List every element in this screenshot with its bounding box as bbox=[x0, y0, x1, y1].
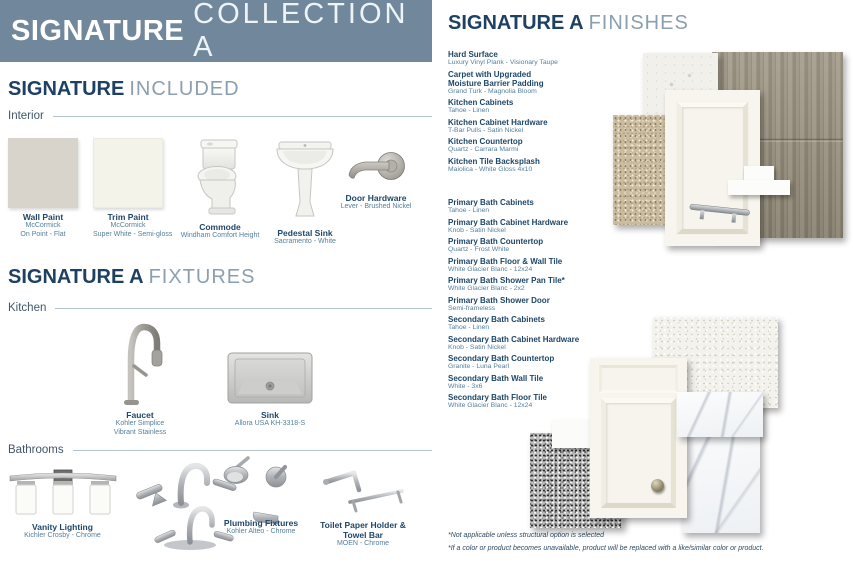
door-lever-image bbox=[338, 146, 414, 189]
finish-item-primary-shower-pan-tile: Primary Bath Shower Pan Tile* White Glacier Blanc - 2x2 bbox=[448, 276, 565, 292]
item-brand: McCormick bbox=[110, 222, 146, 230]
item-name: Trim Paint bbox=[107, 212, 149, 222]
finish-item-kitchen-countertop: Kitchen Countertop Quartz - Carrara Marmi bbox=[448, 137, 523, 153]
finish-item-kitchen-cabinet-hardware: Kitchen Cabinet Hardware T-Bar Pulls - Satin Nickel bbox=[448, 117, 548, 134]
bathrooms-section-label: Bathrooms bbox=[8, 444, 64, 456]
finish-item-hard-surface: Hard Surface Luxury Vinyl Plank - Visionary Taupe bbox=[448, 50, 558, 66]
plumbing-fixtures-item bbox=[132, 452, 297, 552]
cabinet-knob-swatch bbox=[651, 479, 664, 492]
section-divider bbox=[73, 450, 432, 451]
page-title bbox=[0, 0, 432, 62]
item-spec: Allora USA KH-3318-S bbox=[234, 420, 306, 428]
footnote-1: *Not applicable unless structural option is selected bbox=[448, 532, 605, 539]
item-name: Faucet bbox=[126, 410, 154, 420]
marble-wall-tile-swatch bbox=[677, 392, 763, 437]
bath-cabinet-door-swatch bbox=[590, 358, 687, 518]
item-spec: Vibrant Stainless bbox=[113, 428, 167, 436]
included-heading-light: INCLUDED bbox=[129, 78, 240, 100]
pedestal-sink-item bbox=[263, 138, 347, 247]
finish-item-kitchen-backsplash: Kitchen Tile Backsplash Maiolica - White Gloss 4x10 bbox=[448, 156, 540, 173]
trim-paint-item bbox=[93, 138, 173, 240]
item-spec: MOEN - Chrome bbox=[336, 540, 390, 548]
item-spec: Kichler Crosby - Chrome bbox=[24, 532, 101, 540]
item-spec: Windham Comfort Height bbox=[180, 232, 260, 240]
page-title-bold: SIGNATURE bbox=[11, 14, 185, 47]
item-spec: Super White - Semi-gloss bbox=[93, 230, 173, 238]
sink-image bbox=[215, 348, 325, 406]
item-spec: On Point - Flat bbox=[20, 230, 66, 238]
item-spec: Sacramento - White bbox=[274, 238, 336, 246]
plumbing-label bbox=[201, 518, 321, 537]
faucet-image bbox=[95, 320, 185, 406]
subway-tile-swatch bbox=[728, 180, 790, 195]
finish-item-secondary-wall-tile: Secondary Bath Wall Tile White - 3x6 bbox=[448, 373, 544, 390]
kitchen-section-label: Kitchen bbox=[8, 302, 47, 314]
finishes-heading bbox=[448, 13, 689, 33]
wall-paint-item bbox=[8, 138, 78, 240]
finish-item-primary-floor-wall-tile: Primary Bath Floor & Wall Tile White Glacier Blanc - 12x24 bbox=[448, 256, 563, 273]
finish-item-secondary-cabinets: Secondary Bath Cabinets Tahoe - Linen bbox=[448, 315, 545, 331]
finish-item-secondary-floor-tile: Secondary Bath Floor Tile White Glacier Blanc - 12x24 bbox=[448, 393, 547, 409]
item-name: Commode bbox=[199, 222, 241, 232]
toilet-paper-holder-item bbox=[318, 466, 408, 549]
item-spec: Lever - Brushed Nickel bbox=[340, 203, 412, 211]
finish-item-carpet: Carpet with Upgraded Moisture Barrier Padding Grand Turk - Magnolia Bloom bbox=[448, 69, 544, 95]
finishes-heading-light: FINISHES bbox=[588, 12, 689, 34]
interior-section-label: Interior bbox=[8, 110, 44, 122]
finish-item-kitchen-cabinets: Kitchen Cabinets Tahoe - Linen bbox=[448, 98, 514, 114]
item-name: Vanity Lighting bbox=[32, 522, 93, 532]
finish-item-primary-countertop: Primary Bath Countertop Quartz - Frost White bbox=[448, 237, 544, 253]
fixtures-heading-bold: SIGNATURE A bbox=[8, 266, 144, 288]
subway-tile-swatch bbox=[744, 166, 774, 181]
carpet-swatch bbox=[613, 115, 667, 225]
included-heading bbox=[8, 79, 240, 99]
sink-item bbox=[215, 348, 325, 429]
faucet-item bbox=[95, 320, 185, 438]
vanity-lighting-item bbox=[5, 462, 120, 541]
trim-paint-swatch bbox=[93, 138, 163, 208]
footnote-2: *If a color or product becomes unavailable, product will be replaced with a like/similar color or product. bbox=[448, 545, 764, 552]
section-divider bbox=[55, 308, 432, 309]
plumbing-fixtures-image bbox=[132, 452, 297, 552]
included-heading-bold: SIGNATURE bbox=[8, 78, 125, 100]
finishes-heading-bold: SIGNATURE A bbox=[448, 12, 584, 34]
finish-item-primary-shower-door: Primary Bath Shower Door Semi-frameless bbox=[448, 295, 550, 312]
vanity-light-image bbox=[5, 462, 120, 518]
finish-item-secondary-cabinet-hardware: Secondary Bath Cabinet Hardware Knob - Satin Nickel bbox=[448, 334, 580, 351]
item-brand: McCormick bbox=[25, 222, 61, 230]
door-hardware-item bbox=[338, 146, 414, 212]
item-spec: Kohler Alteo - Chrome bbox=[226, 528, 296, 536]
fixtures-heading bbox=[8, 267, 255, 287]
kitchen-section bbox=[8, 302, 432, 314]
commode-item bbox=[178, 136, 262, 241]
item-name: Sink bbox=[261, 410, 279, 420]
interior-section bbox=[8, 110, 432, 122]
commode-image bbox=[178, 136, 262, 218]
item-name: Door Hardware bbox=[345, 193, 407, 203]
section-divider bbox=[53, 116, 432, 117]
fixtures-heading-light: FIXTURES bbox=[148, 266, 256, 288]
pedestal-sink-image bbox=[263, 138, 347, 224]
cabinet-door-panel bbox=[601, 398, 676, 508]
item-name: Plumbing Fixtures bbox=[223, 518, 299, 528]
wall-paint-swatch bbox=[8, 138, 78, 208]
toilet-paper-holder-image bbox=[318, 466, 408, 516]
item-name: Wall Paint bbox=[22, 212, 64, 222]
item-brand: Kohler Simplice bbox=[115, 420, 165, 428]
finish-item-primary-cabinets: Primary Bath Cabinets Tahoe - Linen bbox=[448, 198, 534, 214]
item-name: Toilet Paper Holder & bbox=[320, 520, 406, 530]
cabinet-drawer-panel bbox=[599, 365, 678, 393]
finish-item-primary-cabinet-hardware: Primary Bath Cabinet Hardware Knob - Satin Nickel bbox=[448, 217, 569, 234]
item-name: Pedestal Sink bbox=[277, 228, 333, 238]
finish-item-secondary-countertop: Secondary Bath Countertop Granite - Luna Pearl bbox=[448, 354, 555, 370]
page-title-light: COLLECTION A bbox=[193, 0, 409, 63]
item-name-line2: Towel Bar bbox=[343, 530, 383, 541]
